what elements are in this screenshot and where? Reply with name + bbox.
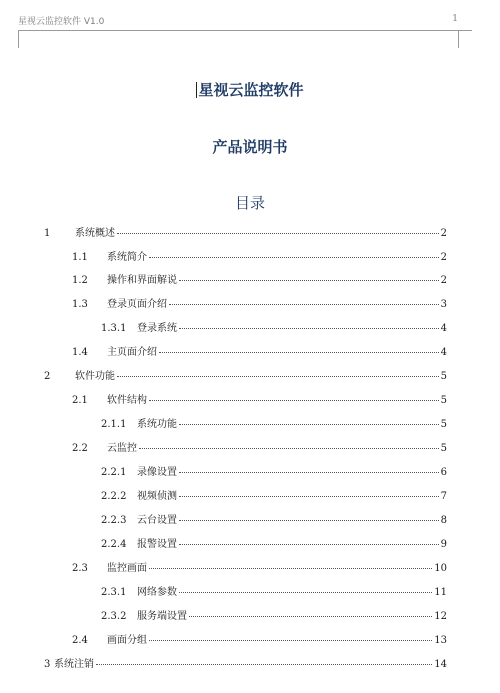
toc-entry-number: 3 bbox=[44, 659, 51, 670]
toc-entry-title: 登录系统 bbox=[137, 323, 177, 334]
toc-leader-dots bbox=[179, 328, 439, 329]
toc-entry-page: 2 bbox=[440, 228, 447, 239]
toc-entry-page: 4 bbox=[440, 323, 447, 334]
toc-entry[interactable] bbox=[72, 559, 447, 575]
toc-leader-dots bbox=[139, 448, 439, 449]
toc-entry[interactable] bbox=[101, 415, 447, 431]
toc-entry-number: 2.4 bbox=[72, 635, 88, 646]
toc-entry-number: 2.2.2 bbox=[101, 491, 127, 502]
toc-entry[interactable] bbox=[44, 224, 447, 240]
toc-entry-page: 5 bbox=[440, 371, 447, 382]
document-subtitle: 产品说明书 bbox=[212, 138, 288, 156]
document-title-text: 星视云监控软件 bbox=[198, 81, 304, 99]
toc-entry-number: 2.3 bbox=[72, 563, 88, 574]
toc-leader-dots bbox=[149, 640, 432, 641]
toc-entry-page: 5 bbox=[440, 419, 447, 430]
toc-leader-dots bbox=[169, 304, 439, 305]
toc-entry-page: 5 bbox=[440, 395, 447, 406]
header-page-number: 1 bbox=[452, 14, 458, 24]
toc-entry-title: 监控画面 bbox=[107, 563, 147, 574]
toc-entry[interactable] bbox=[72, 439, 447, 455]
toc-entry-title: 系统功能 bbox=[137, 419, 177, 430]
toc-leader-dots bbox=[149, 257, 439, 258]
toc-entry[interactable] bbox=[72, 248, 447, 264]
toc-entry[interactable] bbox=[72, 631, 447, 647]
toc-entry-title: 录像设置 bbox=[137, 467, 177, 478]
toc-entry-title: 视频侦测 bbox=[137, 491, 177, 502]
toc-entry[interactable] bbox=[44, 655, 447, 671]
toc-entry-page: 2 bbox=[440, 275, 447, 286]
toc-entry[interactable] bbox=[101, 463, 447, 479]
toc-entry-title: 软件结构 bbox=[107, 395, 147, 406]
toc-entry-title: 操作和界面解说 bbox=[107, 275, 177, 286]
toc-entry-number: 2.2 bbox=[72, 443, 88, 454]
toc-leader-dots bbox=[117, 376, 439, 377]
toc-entry-page: 4 bbox=[440, 347, 447, 358]
toc-entry-title: 报警设置 bbox=[137, 539, 177, 550]
toc-entry[interactable] bbox=[101, 319, 447, 335]
toc-entry-page: 11 bbox=[434, 587, 447, 598]
toc-entry-title: 画面分组 bbox=[107, 635, 147, 646]
toc-entry-page: 6 bbox=[440, 467, 447, 478]
toc-entry-title: 系统概述 bbox=[75, 228, 115, 239]
toc-entry-title: 云监控 bbox=[107, 443, 137, 454]
toc-entry-title: 网络参数 bbox=[137, 587, 177, 598]
toc-entry[interactable] bbox=[44, 367, 447, 383]
toc-entry[interactable] bbox=[101, 607, 447, 623]
toc-entry-title: 软件功能 bbox=[75, 371, 115, 382]
header-document-name: 星视云监控软件 V1.0 bbox=[18, 17, 105, 27]
toc-entry[interactable] bbox=[101, 487, 447, 503]
toc-entry-number: 2.3.2 bbox=[101, 611, 127, 622]
toc-leader-dots bbox=[179, 520, 439, 521]
toc-entry-page: 2 bbox=[440, 252, 447, 263]
toc-entry-title: 云台设置 bbox=[137, 515, 177, 526]
toc-entry-number: 1.4 bbox=[72, 347, 88, 358]
toc-entry-number: 2.2.4 bbox=[101, 539, 127, 550]
toc-entry-number: 2.2.1 bbox=[101, 467, 127, 478]
toc-leader-dots bbox=[149, 568, 432, 569]
toc-entry-title: 登录页面介绍 bbox=[107, 299, 167, 310]
toc-entry-number: 1.1 bbox=[72, 252, 88, 263]
toc-leader-dots bbox=[159, 352, 439, 353]
toc-entry-page: 7 bbox=[440, 491, 447, 502]
toc-entry[interactable] bbox=[101, 583, 447, 599]
toc-entry-number: 2.1 bbox=[72, 395, 88, 406]
toc-entry[interactable] bbox=[72, 391, 447, 407]
toc-leader-dots bbox=[179, 472, 439, 473]
toc-entry-page: 8 bbox=[440, 515, 447, 526]
toc-leader-dots bbox=[189, 616, 432, 617]
toc-entry-number: 2.3.1 bbox=[101, 587, 127, 598]
toc-entry-page: 3 bbox=[440, 299, 447, 310]
toc-entry[interactable] bbox=[72, 271, 447, 287]
toc-entry-page: 12 bbox=[434, 611, 447, 622]
toc-heading: 目录 bbox=[234, 194, 265, 212]
toc-entry[interactable] bbox=[101, 535, 447, 551]
toc-entry[interactable] bbox=[101, 511, 447, 527]
toc-entry-title: 系统简介 bbox=[107, 252, 147, 263]
toc-entry-number: 2.2.3 bbox=[101, 515, 127, 526]
toc-entry-number: 1 bbox=[44, 228, 51, 239]
toc-leader-dots bbox=[96, 664, 432, 665]
toc-entry-page: 9 bbox=[440, 539, 447, 550]
toc-leader-dots bbox=[179, 424, 439, 425]
toc-entry-number: 2.1.1 bbox=[101, 419, 127, 430]
toc-leader-dots bbox=[117, 233, 439, 234]
toc-leader-dots bbox=[179, 544, 439, 545]
toc-entry-number: 1.3.1 bbox=[101, 323, 127, 334]
toc-entry-number: 1.3 bbox=[72, 299, 88, 310]
toc-leader-dots bbox=[179, 496, 439, 497]
toc-entry-page: 10 bbox=[434, 563, 447, 574]
toc-entry-number: 2 bbox=[44, 371, 51, 382]
toc-leader-dots bbox=[179, 592, 432, 593]
toc-entry[interactable] bbox=[72, 343, 447, 359]
toc-entry-title: 系统注销 bbox=[54, 659, 94, 670]
toc-entry-page: 14 bbox=[434, 659, 447, 670]
toc-entry-title: 主页面介绍 bbox=[107, 347, 157, 358]
toc-entry-page: 5 bbox=[440, 443, 447, 454]
toc-entry-title: 服务端设置 bbox=[137, 611, 187, 622]
toc-leader-dots bbox=[179, 280, 439, 281]
toc-leader-dots bbox=[149, 400, 439, 401]
toc-entry-number: 1.2 bbox=[72, 275, 88, 286]
toc-entry-page: 13 bbox=[434, 635, 447, 646]
toc-entry[interactable] bbox=[72, 295, 447, 311]
